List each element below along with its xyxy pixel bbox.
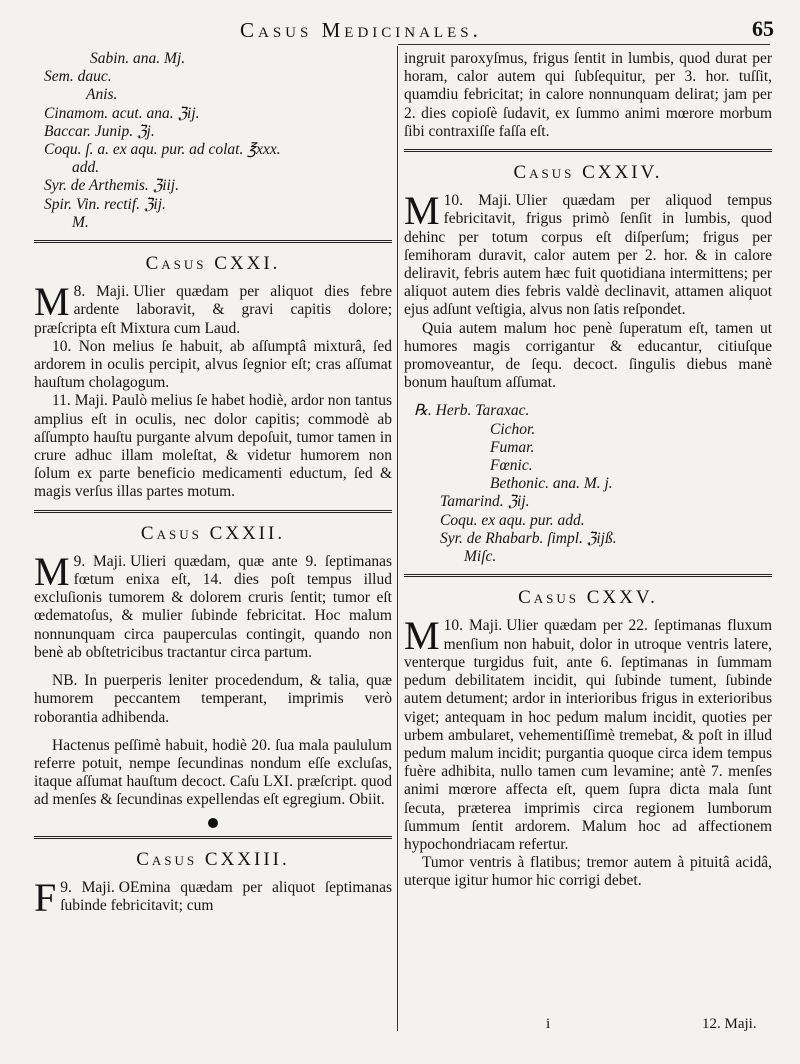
section-rule — [404, 574, 772, 577]
recipe-124-line: Cichor. — [490, 420, 536, 438]
recipe-124-line: Coqu. ex aqu. pur. add. — [440, 511, 585, 529]
section-rule — [34, 510, 392, 513]
case-125-paragraph-1 — [404, 613, 772, 854]
recipe-top — [34, 50, 392, 232]
case-121-heading: Casus CXXI. — [145, 253, 281, 275]
case-124-lead: Ulier quædam per aliquod tempus febricitavit, frigus primò ſenſit in lumbis, quod dehinc per totum corpus eſt diſperſum; frigus per ſemihoram duravit, calor autem per 2. hor. & in calore deliravit, febris autem hæc fuit quotidiana intermittens; per aliquot autem dies febris valdè declinavit, attamen aliquot ejus adſunt veſtigia, alvus non ſatis reſpondet. — [404, 192, 772, 319]
recipe-124-line: ℞. Herb. Taraxac. — [414, 402, 530, 420]
catchword: 12. Maji. — [702, 1016, 757, 1032]
recipe-top-line: Sabin. ana. Mj. — [90, 50, 186, 67]
case-125-heading: Casus CXXV. — [518, 587, 658, 609]
ornament-dot — [208, 818, 218, 828]
drop-cap: M — [404, 613, 440, 659]
case-123-heading: Casus CXXIII. — [136, 848, 290, 870]
recipe-124-line: Bethonic. ana. M. j. — [490, 475, 613, 493]
case-123-lead: OEmina quædam per aliquot ſeptimanas ſubinde febricitavit; cum — [60, 878, 392, 914]
case-125-date: 10. Maji. — [443, 617, 503, 635]
case-122-date: 9. Maji. — [73, 552, 127, 570]
recipe-top-line: Syr. de Arthemis. ℨiij. — [44, 177, 179, 195]
case-123-date: 9. Maji. — [60, 878, 115, 896]
case-122-nota-bene: NB. In puerperis leniter procedendum, & talia, quæ humorem peccantem temperant, imprimis verò roborantia adhibenda. — [34, 672, 392, 726]
case-124-date: 10. Maji. — [443, 192, 512, 210]
drop-cap: M — [34, 279, 70, 325]
recipe-124-line: Syr. de Rhabarb. ſimpl. ℨijß. — [440, 529, 617, 547]
drop-cap: M — [404, 188, 440, 234]
case-125-lead: Ulier quædam per 22. ſeptimanas fluxum menſium non habuit, dolor in utroque ventris latere, venterque turgidus fuit, ante 6. ſeptimanas in ſummam pedum debilitatem incidit, qui ſubinde tument, ſubinde autem detument; ardor in interioribus frigus in exterioribus viget; antequam in hoc pedum malum incidit, quoties per urbem ambularet, vehementiſſimè tremebat, & poſt in illud pedum malum incidit; purgantia quoque circa idem tempus fuère adhibita, nullo tamen cum levamine; antè 7. menſes animi mœrore affecta eſt, quem ſupra dicta mala ſunt ſecuta, præterea imprimis circa regionem lumborum ſummum ſentit ardorem. Malum hoc ad affectionem hypochondriacam refertur. — [404, 617, 772, 853]
case-124-paragraph-2: Quia autem malum hoc penè ſuperatum eſt, tamen ut humores magis corrigantur & educantur, citiuſque promoveantur, de ſequ. decoct. ſingulis diebus manè bonum hauſtum aſſumat. — [404, 319, 772, 392]
case-121-paragraph-2: 10. Non melius ſe habuit, ab aſſumptâ mixturâ, ſed ardorem in oculis percipit, alvus ſegnior eſt; cras aſſumat hauſtum cholagogum. — [34, 337, 392, 392]
recipe-top-line: M. — [72, 213, 89, 231]
case-121-paragraph-1 — [34, 279, 392, 338]
case-121-lead: Ulier quædam per aliquot dies febre ardente laboravit, & gravi capitis dolore; præſcripta eſt Mixtura cum Laud. — [34, 283, 392, 337]
case-124-paragraph-1 — [404, 188, 772, 319]
case-122-paragraph-3: Hactenus peſſimè habuit, hodiè 20. ſua mala paululum referre potuit, nempe ſecundinas nondum eſſe excluſas, itaque aſſumat hauſtum decoct. Caſu LXI. præſcript. quod ad menſes & ſecundinas expellendas eſt egregium. Obiit. — [34, 736, 392, 809]
section-rule — [34, 240, 392, 243]
recipe-top-line: Cinamom. acut. ana. ℨij. — [44, 104, 200, 122]
case-123-paragraph-1 — [34, 874, 392, 920]
recipe-124-line: Miſc. — [464, 548, 497, 566]
case-124-heading: Casus CXXIV. — [513, 162, 663, 184]
case-122-lead: Ulieri quædam, quæ ante 9. ſeptimanas fœtum enixa eſt, 14. dies poſt tempus illud excluſionis tumorem & dolorem cruris ſentit; tumor eſt œdematoſus, & mulier ſubinde febricitat. Hoc malum nonnunquam circa pauperculas contingit, quando non benè ab obſtetricibus tractantur circa partum. — [34, 552, 392, 661]
column-divider — [397, 46, 398, 1031]
case-121-date: 8. Maji. — [73, 283, 130, 301]
recipe-top-line: Sem. dauc. — [44, 68, 112, 86]
recipe-top-line: Coqu. ſ. a. ex aqu. pur. ad colat. ℥xxx. — [44, 141, 281, 159]
recipe-124-line: Fœnic. — [490, 457, 533, 475]
recipe-top-line: add. — [72, 159, 100, 177]
recipe-top-line: Anis. — [86, 86, 118, 104]
signature-mark: i — [546, 1016, 551, 1032]
recipe-top-line: Spir. Vin. rectif. ℨij. — [44, 195, 166, 213]
recipe-124-line: Tamarind. ℨij. — [440, 493, 530, 511]
case-122-paragraph-1 — [34, 548, 392, 662]
case-125-paragraph-2: Tumor ventris à flatibus; tremor autem à pituitâ acidâ, uterque igitur humor hic corrigi debet. — [404, 854, 772, 890]
running-title: Casus Medicinales. — [240, 18, 482, 42]
left-column — [34, 50, 392, 920]
drop-cap: M — [34, 548, 70, 594]
page-number: 65 — [752, 16, 774, 41]
case-121-paragraph-3: 11. Maji. Paulò melius ſe habet hodiè, ardor non tantus amplius eſt in oculis, nec dolor capitis; commodè ab aſſumpto hauſtu purgante alvum depoſuit, tumor tamen in crure adhuc illam moleſtat, & videtur humorem non ſolum ex parte beneficio medicamenti eductum, ſed & magis verſus illas partes motum. — [34, 392, 392, 501]
case-123-continuation: ingruit paroxyſmus, frigus ſentit in lumbis, quod durat per horam, calor autem qui ſubſequitur, per 3. hor. tuſſit, quamdiu febricitat; in calore nonnunquam delirat; jam per 2. dies copioſè ſudavit, ex ſummo animi mœrore morbum ſibi contraxiſſe faſſa eſt. — [404, 50, 772, 140]
drop-cap: F — [34, 874, 57, 920]
case-122-heading: Casus CXXII. — [140, 522, 286, 544]
recipe-top-line: Baccar. Junip. ℨj. — [44, 122, 155, 140]
header-rule — [398, 44, 770, 45]
recipe-124-line: Fumar. — [490, 438, 535, 456]
section-rule — [34, 836, 392, 839]
page-header — [0, 16, 800, 46]
section-rule — [404, 149, 772, 152]
recipe-case-124 — [404, 402, 772, 566]
right-column — [404, 50, 772, 891]
